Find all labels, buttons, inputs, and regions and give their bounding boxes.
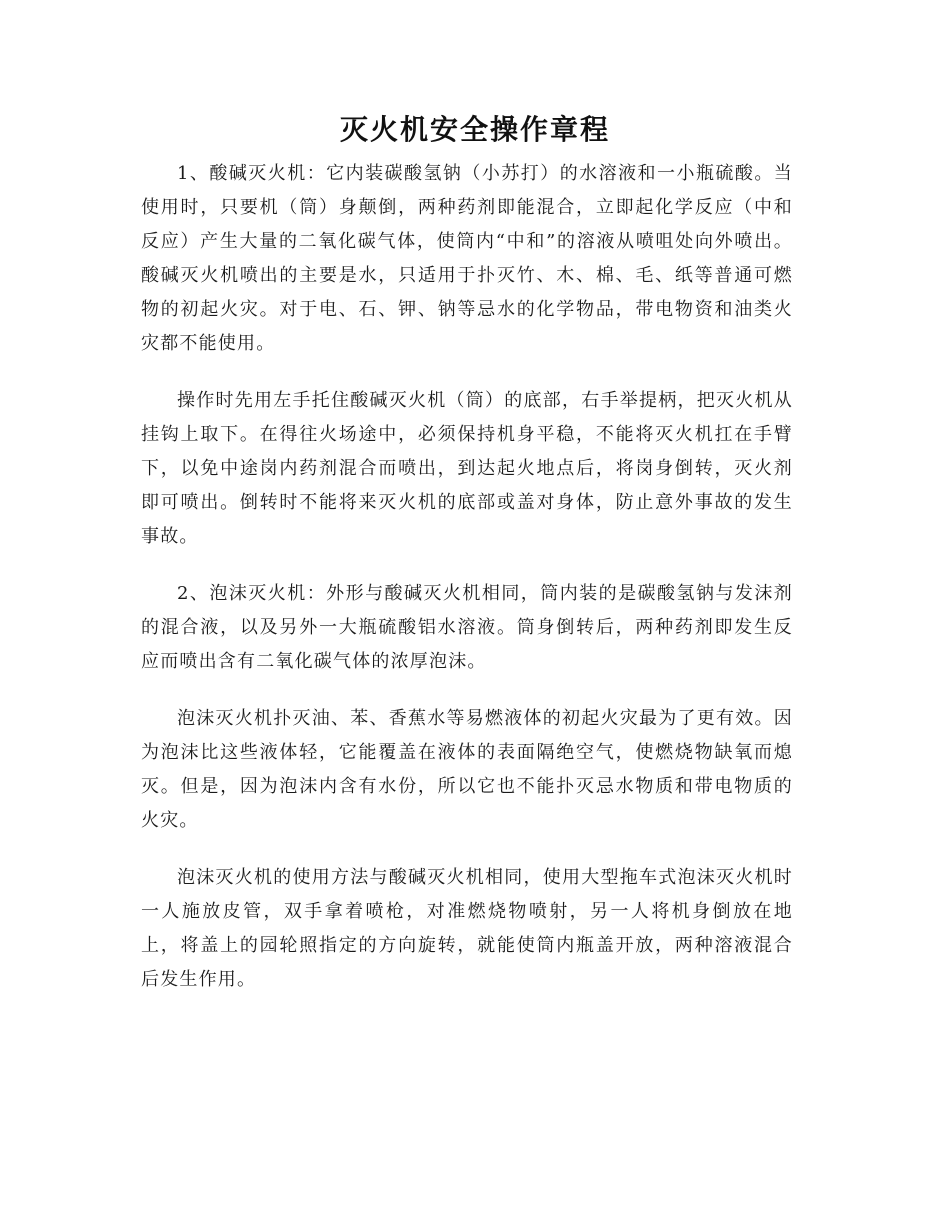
- paragraph-acid-alkali-operation: 操作时先用左手托住酸碱灭火机（筒）的底部，右手举提柄，把灭火机从挂钩上取下。在得往火场途中，必须保持机身平稳，不能将灭火机扛在手臂下，以免中途岗内药剂混合而喷出，到达起火地点后，将岗身倒转，灭火剂即可喷出。倒转时不能将来灭火机的底部或盖对身体，防止意外事故的发生事故。: [141, 390, 793, 547]
- paragraph-foam-usage-scope: 泡沫灭火机扑灭油、苯、香蕉水等易燃液体的初起火灾最为了更有效。因为泡沫比这些液体轻，它能覆盖在液体的表面隔绝空气，使燃烧物缺氧而熄灭。但是，因为泡沫内含有水份，所以它也不能扑灭忌水物质和带电物质的火灾。: [141, 708, 793, 831]
- paragraph-foam-extinguisher: 2、泡沫灭火机：外形与酸碱灭火机相同，筒内装的是碳酸氢钠与发沫剂的混合液，以及另外一大瓶硫酸铝水溶液。筒身倒转后，两种药剂即发生反应而喷出含有二氧化碳气体的浓厚泡沫。: [141, 583, 793, 672]
- paragraph-acid-alkali-extinguisher: 1、酸碱灭火机：它内装碳酸氢钠（小苏打）的水溶液和一小瓶硫酸。当使用时，只要机（筒）身颠倒，两种药剂即能混合，立即起化学反应（中和反应）产生大量的二氧化碳气体，使筒内“中和”的溶液从喷咀处向外喷出。酸碱灭火机喷出的主要是水，只适用于扑灭竹、木、棉、毛、纸等普通可燃物的初起火灾。对于电、石、钾、钠等忌水的化学物品，带电物资和油类火灾都不能使用。: [141, 163, 793, 354]
- paragraph-foam-operation: 泡沫灭火机的使用方法与酸碱灭火机相同，使用大型拖车式泡沫灭火机时一人施放皮管，双手拿着喷枪，对准燃烧物喷射，另一人将机身倒放在地上，将盖上的园轮照指定的方向旋转，就能使筒内瓶盖开放，两种溶液混合后发生作用。: [141, 867, 793, 990]
- document-body: [141, 157, 793, 1020]
- page-title: 灭火机安全操作章程: [339, 113, 610, 146]
